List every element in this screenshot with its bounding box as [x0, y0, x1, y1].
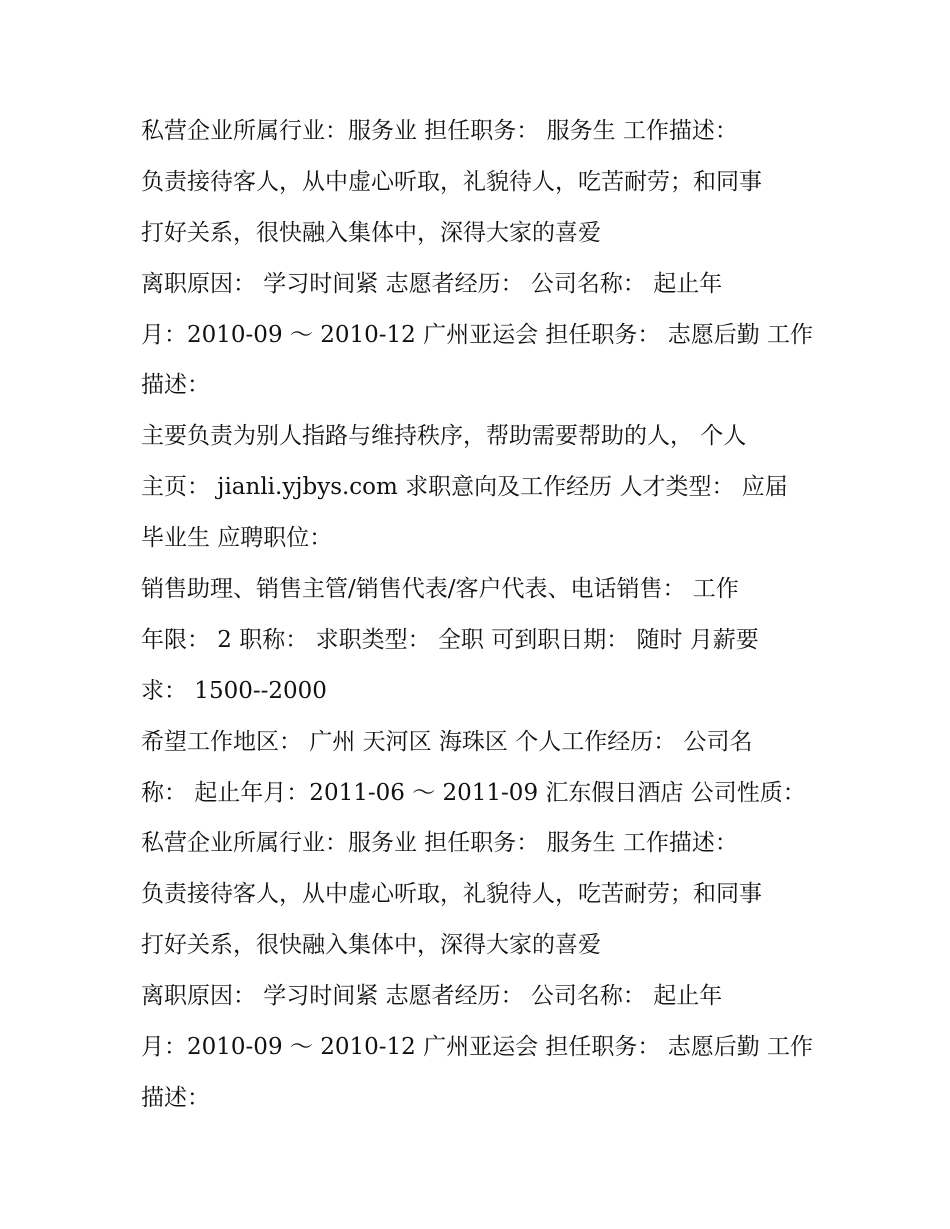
text-line: 描述： — [141, 372, 210, 399]
text-line: 负责接待客人，从中虚心听取，礼貌待人，吃苦耐劳；和同事 — [141, 168, 762, 195]
text-line: 称： 起止年月：2011-06 ～ 2011-09 汇东假日酒店 公司性质： — [141, 779, 806, 806]
text-line: 离职原因： 学习时间紧 志愿者经历： 公司名称： 起止年 — [141, 983, 723, 1010]
text-line: 打好关系，很快融入集体中，深得大家的喜爱 — [141, 932, 601, 959]
text-line: 负责接待客人，从中虚心听取，礼貌待人，吃苦耐劳；和同事 — [141, 881, 762, 908]
text-line: 月：2010-09 ～ 2010-12 广州亚运会 担任职务： 志愿后勤 工作 — [141, 321, 814, 348]
text-line: 描述： — [141, 1084, 210, 1111]
resume-text-block — [141, 106, 841, 1124]
text-line: 希望工作地区： 广州 天河区 海珠区 个人工作经历： 公司名 — [141, 728, 753, 755]
text-line: 销售助理、销售主管/销售代表/客户代表、电话销售： 工作 — [141, 576, 739, 603]
text-line: 私营企业所属行业：服务业 担任职务： 服务生 工作描述： — [141, 830, 738, 857]
text-line: 求： 1500--2000 — [141, 677, 327, 704]
text-line: 月：2010-09 ～ 2010-12 广州亚运会 担任职务： 志愿后勤 工作 — [141, 1034, 814, 1061]
text-line: 主页： jianli.yjbys.com 求职意向及工作经历 人才类型： 应届 — [141, 474, 788, 501]
text-line: 打好关系，很快融入集体中，深得大家的喜爱 — [141, 219, 601, 246]
text-line: 私营企业所属行业：服务业 担任职务： 服务生 工作描述： — [141, 118, 738, 144]
text-line: 主要负责为别人指路与维持秩序，帮助需要帮助的人， 个人 — [141, 423, 747, 450]
text-line: 年限： 2 职称： 求职类型： 全职 可到职日期： 随时 月薪要 — [141, 626, 759, 653]
text-line: 离职原因： 学习时间紧 志愿者经历： 公司名称： 起止年 — [141, 270, 723, 297]
text-line: 毕业生 应聘职位： — [141, 525, 333, 552]
